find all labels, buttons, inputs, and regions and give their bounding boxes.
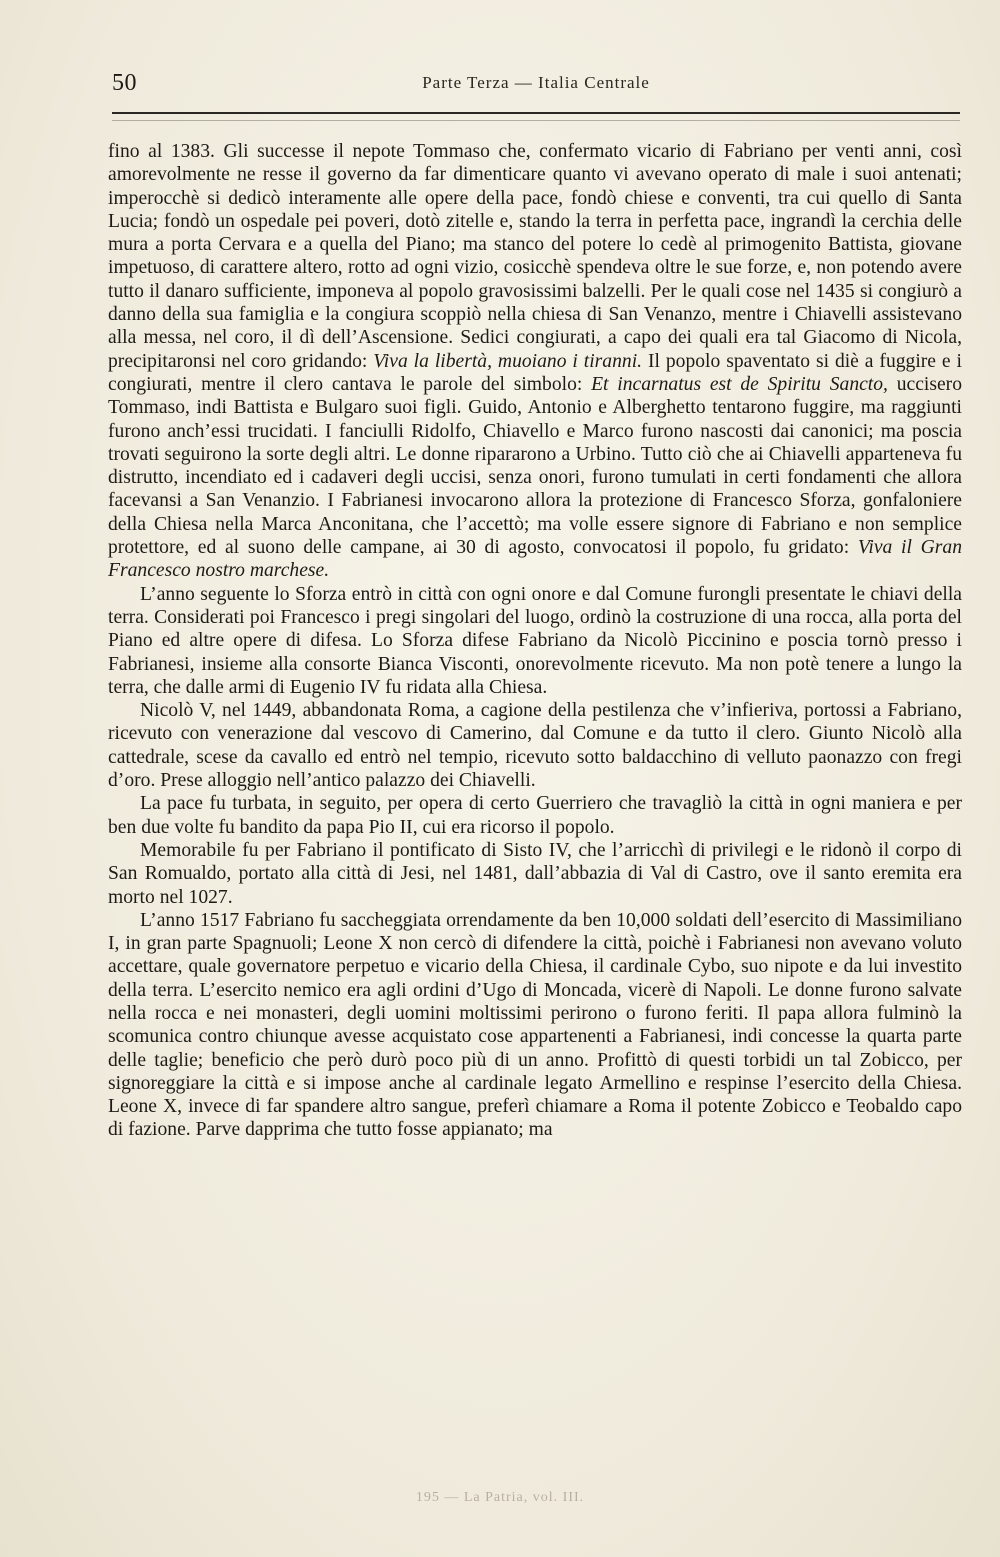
- page-number: 50: [112, 70, 137, 96]
- text-segment: Nicolò V, nel 1449, abbandonata Roma, a cagione della pestilenza che v’infieriva, portossi a Fabriano, ricevuto con venerazione dal vescovo di Camerino, dal Comune e da tutto il clero. Giunto Nicolò alla cattedrale, scese da cavallo ed entrò nel tempio, ricevuto sotto baldacchino di velluto paonazzo con fregi d’oro. Prese alloggio nell’antico palazzo dei Chiavelli.: [108, 700, 962, 792]
- text-segment: L’anno 1517 Fabriano fu saccheggiata orrendamente da ben 10,000 soldati dell’esercito di Massimiliano I, in gran parte Spagnuoli; Leone X non cercò di difendere la città, poichè i Fabrianesi non avevano voluto accettare, quale governatore perpetuo e vicario della Chiesa, il cardinale Cybo, suo nipote e da lui investito della terra. L’esercito nemico era agli ordini d’Ugo di Moncada, vicerè di Napoli. Le donne furono salvate nella rocca e nei monasteri, degli uomini moltissimi perirono o furono feriti. Il papa allora fulminò la scomunica contro chiunque avesse acquistato cose appartenenti a Fabrianesi, indi concesse la quarta parte delle taglie; beneficio che però durò poco più di un anno. Profittò di questi torbidi un tal Zobicco, per signoreggiare la città e si impose anche al cardinale legato Armellino e respinse l’esercito della Chiesa. Leone X, invece di far spandere altro sangue, preferì chiamare a Roma il potente Zobicco e Teobaldo capo di fazione. Parve dapprima che tutto fosse appianato; ma: [108, 909, 962, 1141]
- header-rule: [112, 112, 960, 114]
- paragraph: [108, 839, 962, 909]
- header-rule-faint: [112, 120, 960, 121]
- text-segment: Memorabile fu per Fabriano il pontificato di Sisto IV, che l’arricchì di privilegi e le ridonò il corpo di San Romualdo, portato alla città di Jesi, nel 1481, dall’abbazia di Val di Castro, ove il santo eremita era morto nel 1027.: [108, 839, 962, 908]
- text-segment: La pace fu turbata, in seguito, per opera di certo Guerriero che travagliò la città in ogni maniera e per ben due volte fu bandito da papa Pio II, cui era ricorso il popolo.: [108, 793, 962, 838]
- paragraph: [108, 909, 962, 1142]
- body-text: [108, 140, 962, 1142]
- running-title: Parte Terza — Italia Centrale: [422, 73, 650, 92]
- italic-quotation: Viva il Gran Francesco nostro marchese.: [108, 537, 962, 582]
- italic-quotation: Viva la libertà, muoiano i tiranni.: [373, 350, 643, 372]
- text-segment: Il popolo spaventato si diè a fuggire e i congiurati, mentre il clero cantava le parole del simbolo:: [108, 350, 963, 395]
- paragraph: [108, 583, 962, 699]
- paragraph: [108, 792, 962, 839]
- italic-quotation: Et incarnatus est de Spiritu Sancto,: [591, 373, 888, 395]
- footer-signature: 195 — La Patria, vol. III.: [415, 1490, 585, 1505]
- page-header: [112, 66, 960, 106]
- text-segment: uccisero Tommaso, indi Battista e Bulgaro suoi figli. Guido, Antonio e Alberghetto tentarono fuggire, ma raggiunti furono anch’essi trucidati. I fanciulli Ridolfo, Chiavello e Marco furono nascosti dai canonici; ma poscia trovati seguirono la sorte degli altri. Le donne ripararono a Urbino. Tutto ciò che ai Chiavelli apparteneva fu distrutto, incendiato ed i cadaveri degli uccisi, senza onori, furono tumulati in certi fondamenti che allora facevansi a San Venanzio. I Fabrianesi invocarono allora la protezione di Francesco Sforza, gonfaloniere della Chiesa nella Marca Anconitana, che l’accettò; ma volle essere signore di Fabriano e non semplice protettore, ed al suono delle campane, ai 30 di agosto, convocatosi il popolo, fu gridato:: [108, 373, 962, 559]
- paragraph: [108, 140, 962, 583]
- text-segment: L’anno seguente lo Sforza entrò in città con ogni onore e dal Comune furongli presentate le chiavi della terra. Considerati poi Francesco i pregi singolari del luogo, ordinò la costruzione di una rocca, alla porta del Piano ed altre opere di difesa. Lo Sforza difese Fabriano da Nicolò Piccinino e poscia tornò presso i Fabrianesi, insieme alla consorte Bianca Visconti, onorevolmente ricevuto. Ma non potè tenere a lungo la terra, che dalle armi di Eugenio IV fu ridata alla Chiesa.: [108, 583, 962, 698]
- text-segment: fino al 1383. Gli successe il nepote Tommaso che, confermato vicario di Fabriano per venti anni, così amorevolmente ne resse il governo da far dimenticare quanto vi avevano operato di male i suoi antenati; imperocchè si dedicò interamente alle opere della pace, fondò chiese e conventi, tra cui quello di Santa Lucia; fondò un ospedale pei poveri, dotò zitelle e, stando la terra in perfetta pace, ingrandì la cerchia delle mura a porta Cervara e a quella del Piano; ma stanco del potere lo cedè al primogenito Battista, giovane impetuoso, di carattere altero, rotto ad ogni vizio, cosicchè spendeva oltre le sue forze, e, non potendo avere tutto il danaro sufficiente, imponeva al popolo gravosissimi balzelli. Per le quali cose nel 1435 si congiurò a danno della sua famiglia e la congiura scoppiò nella chiesa di San Venanzo, mentre i Chiavelli assistevano alla messa, nel coro, il dì dell’Ascensione. Sedici congiurati, a capo dei quali era tal Giacomo di Nicola, precipitaronsi nel coro gridando:: [108, 141, 962, 372]
- paragraph: [108, 699, 962, 792]
